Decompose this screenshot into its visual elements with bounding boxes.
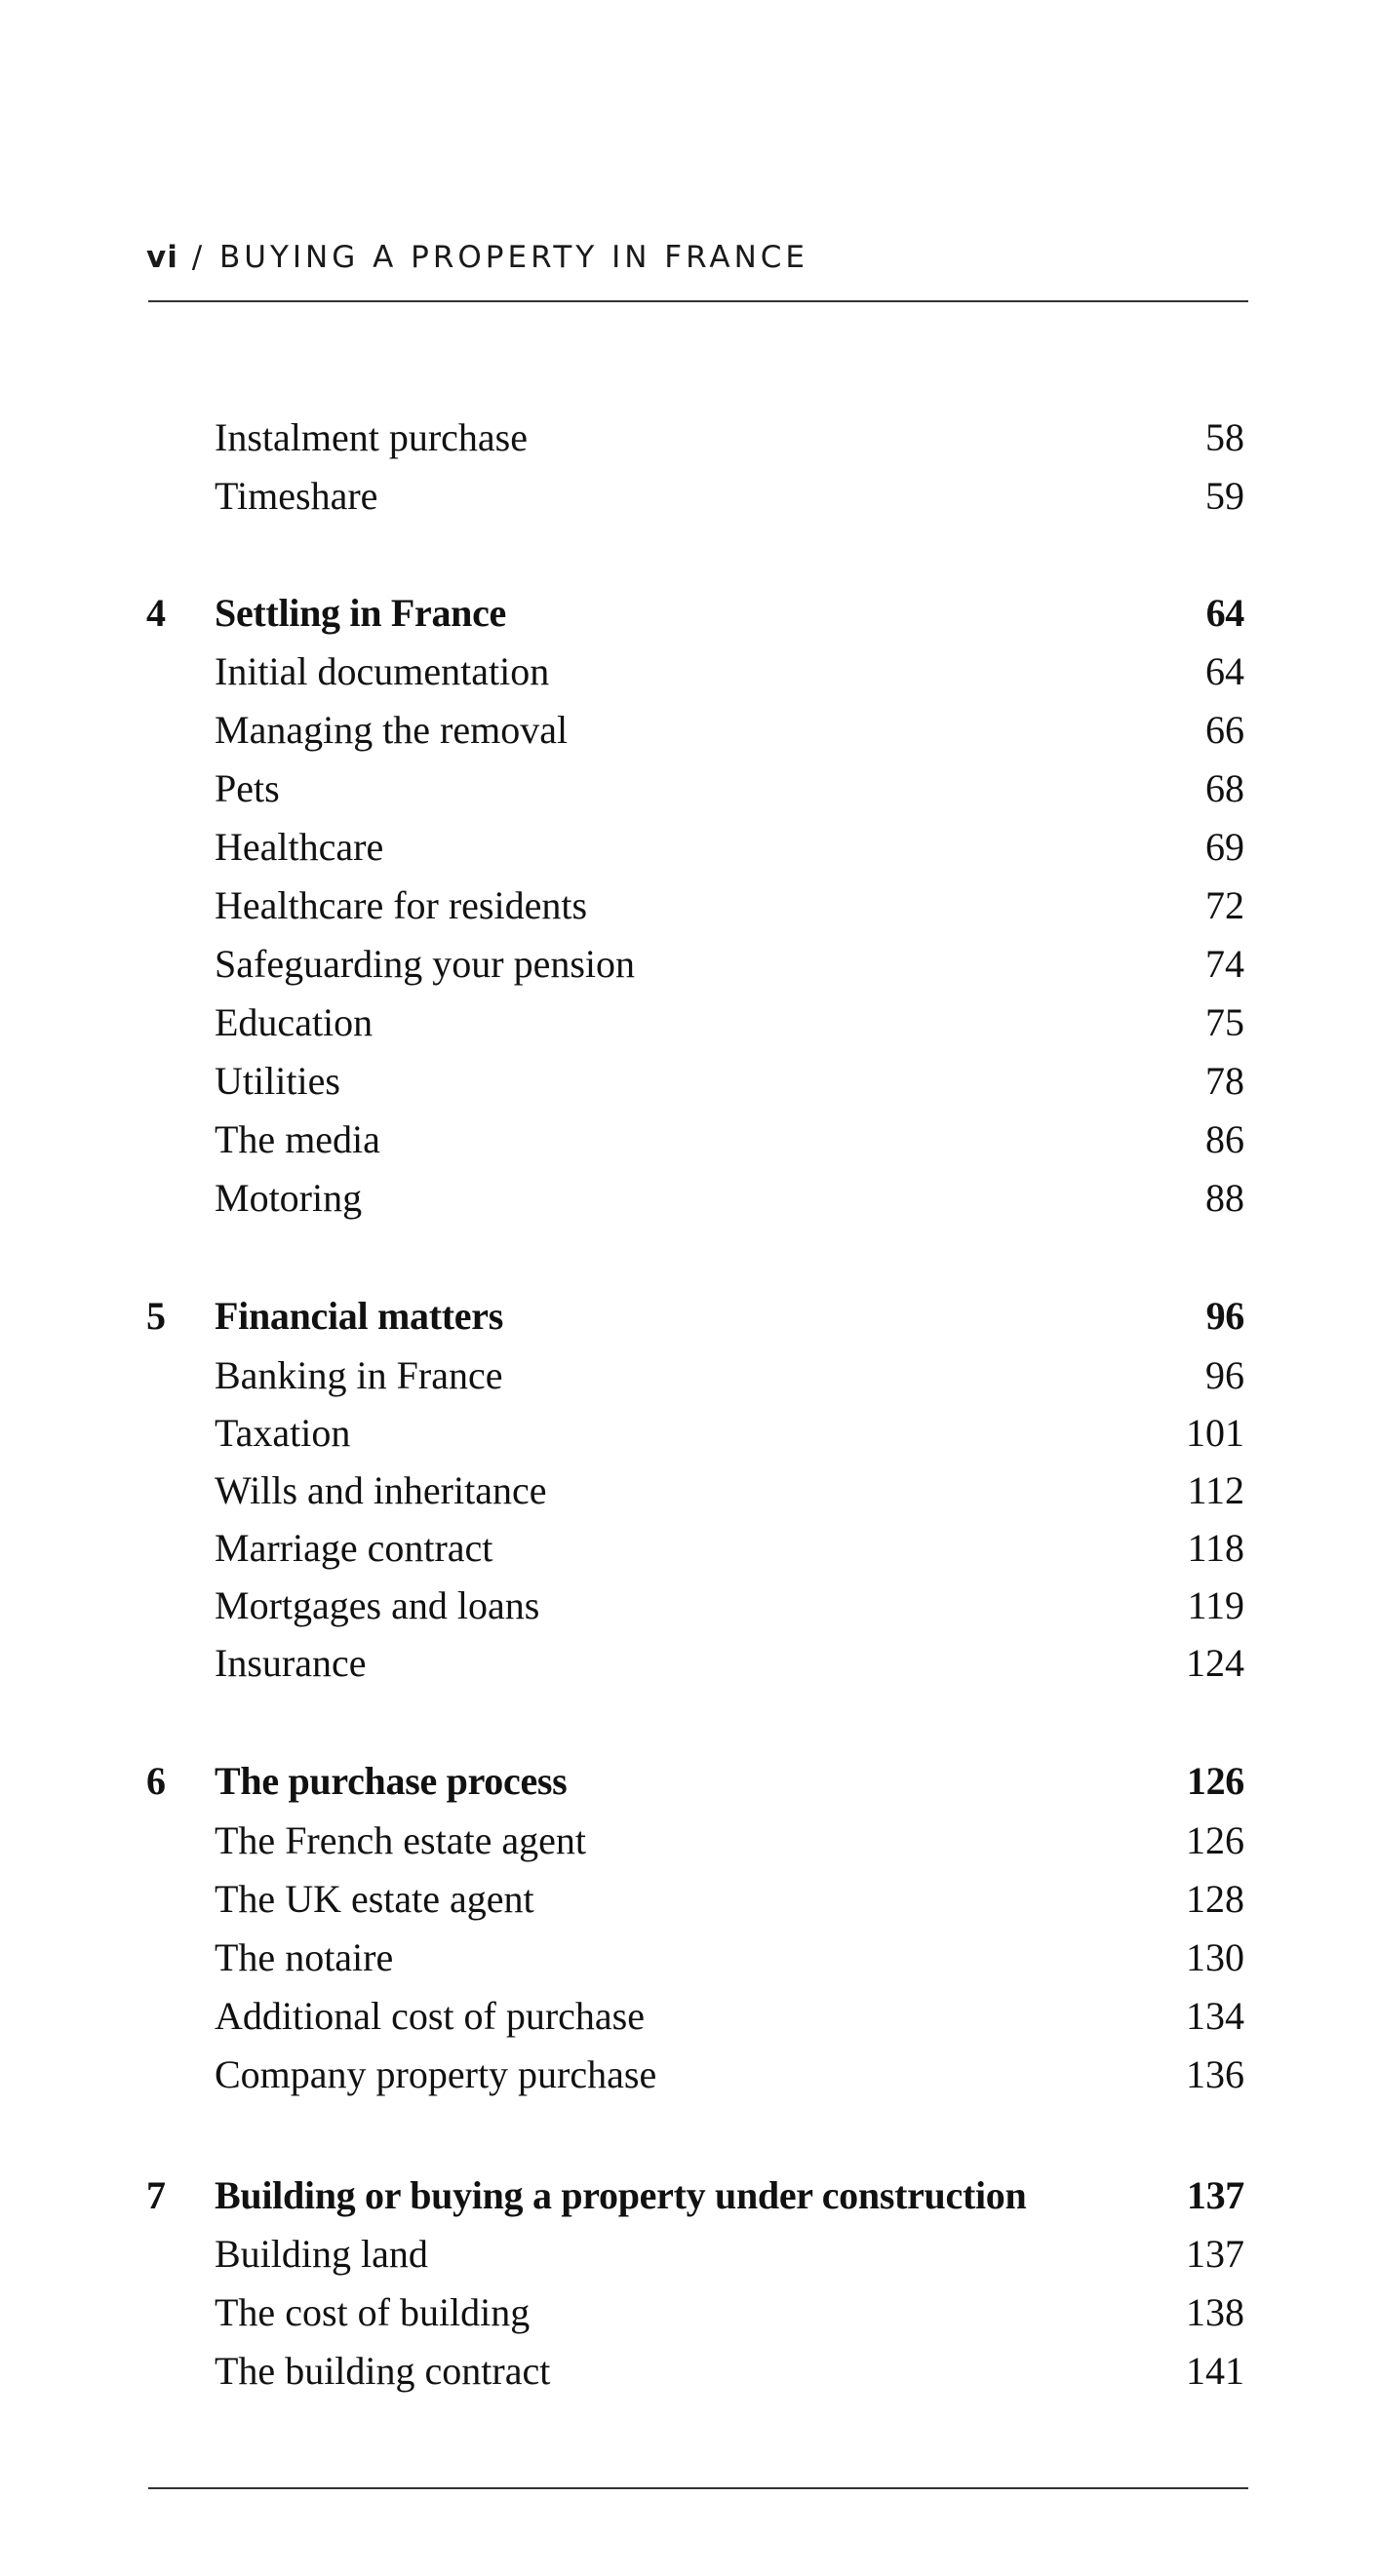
toc-entry — [0, 820, 1378, 875]
toc-entry — [0, 1814, 1378, 1868]
chapter-page: 96 — [1205, 1294, 1244, 1338]
toc-entry — [0, 1521, 1378, 1576]
toc-entry-title: Education — [215, 1000, 374, 1044]
toc-entry — [0, 2344, 1378, 2399]
toc-entry-page: 96 — [1205, 1353, 1244, 1397]
toc-entry-page: 128 — [1186, 1877, 1244, 1921]
chapter-title: Financial matters — [215, 1294, 503, 1338]
toc-entry-title: Healthcare for residents — [215, 883, 588, 927]
chapter-page: 137 — [1186, 2173, 1244, 2217]
toc-entry — [0, 469, 1378, 524]
toc-entry-title: Utilities — [215, 1059, 340, 1103]
toc-entry-title: The building contract — [215, 2349, 551, 2393]
toc-entry — [0, 761, 1378, 816]
toc-entry-title: Timeshare — [215, 474, 378, 518]
toc-entry — [0, 410, 1378, 465]
chapter-title: Settling in France — [215, 591, 507, 635]
toc-entry-page: 59 — [1205, 474, 1244, 518]
toc-entry — [0, 703, 1378, 758]
toc-entry-title: Managing the removal — [215, 708, 569, 752]
toc-entry-page: 138 — [1186, 2290, 1244, 2334]
toc-entry-page: 78 — [1205, 1059, 1244, 1103]
toc-entry — [0, 2227, 1378, 2282]
toc-entry-page: 134 — [1186, 1994, 1244, 2038]
toc-entry-title: Building land — [215, 2232, 428, 2276]
toc-entry-title: Motoring — [215, 1176, 363, 1220]
toc-entry-title: Healthcare — [215, 825, 384, 869]
chapter-number: 4 — [146, 591, 166, 635]
toc-entry-page: 86 — [1205, 1117, 1244, 1161]
toc-entry — [0, 2285, 1378, 2340]
toc-entry-title: The cost of building — [215, 2290, 531, 2334]
toc-entry — [0, 1636, 1378, 1691]
chapter-number: 6 — [146, 1759, 166, 1803]
book-title: BUYING A PROPERTY IN FRANCE — [219, 240, 809, 275]
toc-entry-title: Taxation — [215, 1411, 351, 1455]
toc-entry-title: Marriage contract — [215, 1526, 493, 1570]
toc-entry — [0, 1872, 1378, 1927]
chapter-page: 126 — [1186, 1759, 1244, 1803]
toc-entry-page: 69 — [1205, 825, 1244, 869]
chapter-number: 5 — [146, 1294, 166, 1338]
toc-entry-page: 66 — [1205, 708, 1244, 752]
toc-entry-title: The notaire — [215, 1935, 394, 1979]
toc-entry — [0, 995, 1378, 1050]
toc-entry-page: 64 — [1205, 649, 1244, 693]
toc-chapter-heading — [0, 1754, 1378, 1809]
toc-entry-title: The UK estate agent — [215, 1877, 534, 1921]
toc-entry-page: 118 — [1187, 1526, 1244, 1570]
chapter-page: 64 — [1205, 591, 1244, 635]
toc-entry-title: Wills and inheritance — [215, 1468, 547, 1512]
toc-entry — [0, 1348, 1378, 1403]
toc-entry-page: 75 — [1205, 1000, 1244, 1044]
toc-entry-page: 112 — [1187, 1468, 1244, 1512]
toc-entry-title: The French estate agent — [215, 1818, 586, 1862]
toc-chapter-heading — [0, 1289, 1378, 1344]
chapter-number: 7 — [146, 2173, 166, 2217]
toc-entry — [0, 878, 1378, 933]
toc-entry — [0, 644, 1378, 699]
toc-entry — [0, 1579, 1378, 1633]
page-folio: vi — [146, 240, 178, 275]
toc-entry-title: Company property purchase — [215, 2052, 657, 2096]
toc-entry — [0, 1112, 1378, 1167]
toc-entry-page: 74 — [1205, 942, 1244, 986]
toc-chapter-heading — [0, 2168, 1378, 2223]
toc-entry — [0, 1931, 1378, 1985]
toc-entry-page: 119 — [1187, 1583, 1244, 1627]
toc-entry-page: 58 — [1205, 415, 1244, 459]
toc-chapter-heading — [0, 586, 1378, 641]
toc-entry-title: Banking in France — [215, 1353, 503, 1397]
toc-entry-title: Initial documentation — [215, 649, 550, 693]
footer-rule — [148, 2487, 1248, 2489]
toc-entry-title: Insurance — [215, 1641, 367, 1685]
toc-entry — [0, 1989, 1378, 2044]
toc-entry-page: 137 — [1186, 2232, 1244, 2276]
toc-entry-title: Safeguarding your pension — [215, 942, 636, 986]
chapter-title: Building or buying a property under construction — [215, 2173, 1027, 2217]
toc-entry-page: 101 — [1186, 1411, 1244, 1455]
toc-entry — [0, 1406, 1378, 1461]
running-head-separator: / — [177, 240, 219, 275]
toc-entry — [0, 2048, 1378, 2102]
toc-entry-page: 136 — [1186, 2052, 1244, 2096]
toc-entry-title: Additional cost of purchase — [215, 1994, 645, 2038]
toc-entry-title: Mortgages and loans — [215, 1583, 540, 1627]
chapter-title: The purchase process — [215, 1759, 568, 1803]
toc-entry — [0, 937, 1378, 992]
toc-entry-page: 141 — [1186, 2349, 1244, 2393]
toc-entry — [0, 1464, 1378, 1518]
toc-entry-page: 130 — [1186, 1935, 1244, 1979]
toc-entry-page: 68 — [1205, 766, 1244, 810]
toc-entry — [0, 1054, 1378, 1109]
toc-entry-title: Instalment purchase — [215, 415, 528, 459]
toc-entry-title: Pets — [215, 766, 280, 810]
toc-entry-page: 88 — [1205, 1176, 1244, 1220]
toc-entry-title: The media — [215, 1117, 380, 1161]
toc-entry — [0, 1171, 1378, 1226]
toc-entry-page: 124 — [1186, 1641, 1244, 1685]
toc-entry-page: 126 — [1186, 1818, 1244, 1862]
toc-entry-page: 72 — [1205, 883, 1244, 927]
